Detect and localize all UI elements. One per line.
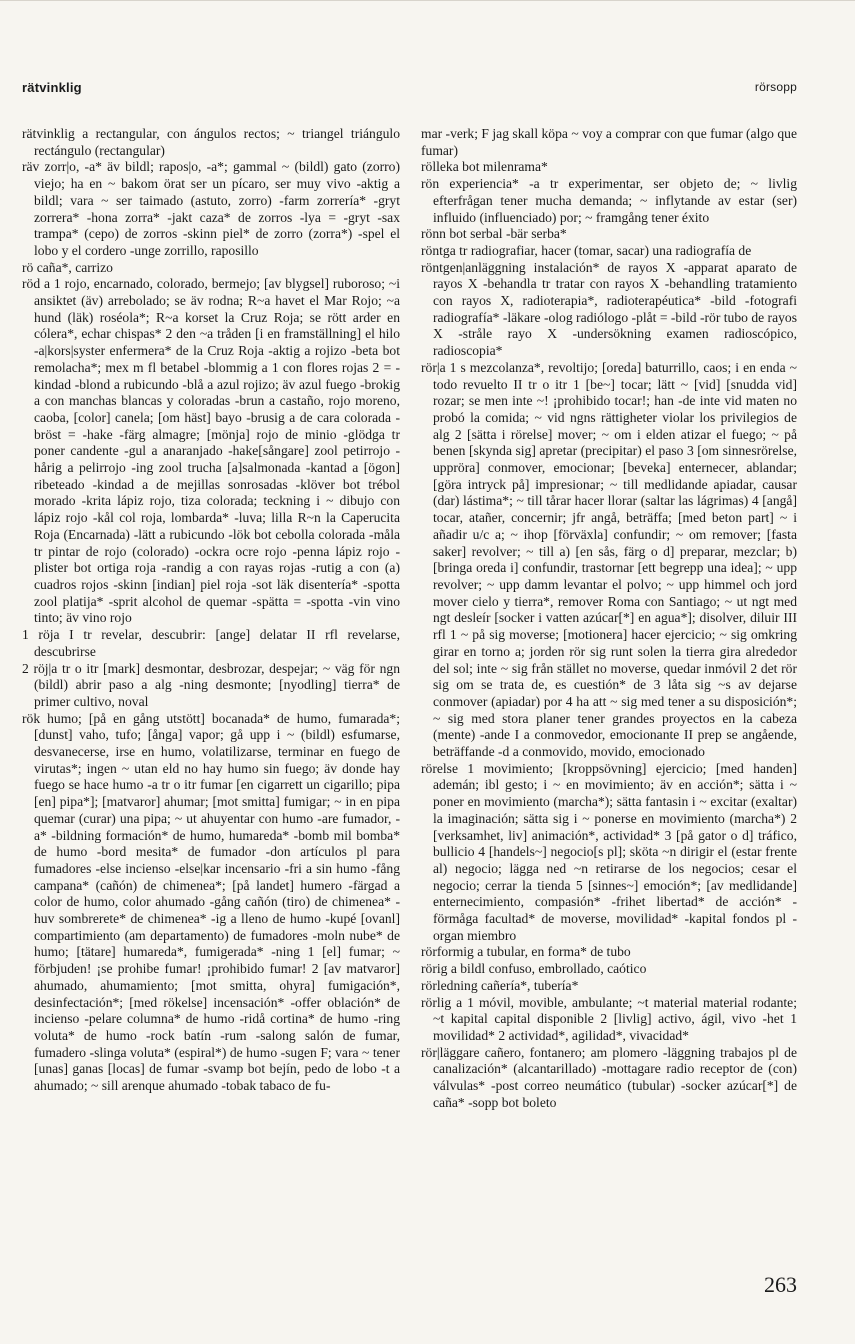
dictionary-entry: röntgen|anläggning instalación* de rayos X -apparat aparato de rayos X -behandla tr tratar con rayos X -behandling tratamiento con rayos X, radioterapia*, radioterapéutica* -bild -fotografi radiografía* -läkare -olog radiólogo -plåt = -bild -rör tubo de rayos X -stråle rayo X -undersökning examen radioscópico, radioscopia* [421,259,797,359]
dictionary-entry: räv zorr|o, -a* äv bildl; rapos|o, -a*; gammal ~ (bildl) gato (zorro) viejo; ha en ~ bakom örat ser un pícaro, ser muy vivo -aktig a bildl; vara ~ ser taimado (astuto, zorro) -farm zorrería* -gryt zorrera* -hona zorra* -jakt caza* de zorros -lya = -gryt -sax trampa* (cepo) de zorros -skinn piel* de zorro (zorra*) -spel el lobo y el cordero -unge zorrillo, raposillo [22,159,400,258]
right-guide-word: rörsopp [754,80,797,94]
left-guide-word: rätvinklig [22,80,82,95]
dictionary-entry: 2 röj|a tr o itr [mark] desmontar, desbrozar, despejar; ~ väg för ngn (bildl) abrir paso a alg -ning desmonte; [nyodling] tierra* de primer cultivo, noval [22,660,400,709]
dictionary-entry: rölleka bot milenrama* [421,159,548,175]
page-number: 263 [764,1272,797,1297]
dictionary-entry: rön experiencia* -a tr experimentar, ser objeto de; ~ livlig efterfrågan tener mucha demanda; ~ inflytande av estar (ser) influido (influenciado) por; ~ framgång tener éxito [421,176,797,225]
dictionary-entry: rök humo; [på en gång utstött] bocanada* de humo, fumarada*; [dunst] vaho, tufo; [ånga] vapor; gå upp i ~ (bildl) esfumarse, desvanecerse, irse en humo, volatilizarse, terminar en fuego de virutas*; ingen ~ utan eld no hay humo sin fuego; äv donde hay fuego se hace humo -a tr o itr fumar [en cigarrett un cigarillo; pipa [en] pipa*]; [matvaror] ahumar; [mot smitta] fumigar; ~ in en pipa quemar (curar) una pipa; ~ ut ahuyentar con humo -are fumador, -a* -bildning formación* de humo, humareda* -bomb mil bomba* de humo -bord mesita* de fumador -don artículos pl para fumadores -else incienso -else|kar incensario -fri a sin humo -fång campana* (cañón) de chimenea*; [på landet] humero -färgad a color de humo, color ahumado -gång cañón (tiro) de chimenea* -huv sombrerete* de chimenea* -ig a lleno de humo -kupé [ovanl] compartimiento (am departamento) de fumadores -moln nube* de humo; [tätare] humareda*, fumigerada* -ning 1 [el] fumar; ~ förbjuden! ¡se prohibe fumar! ¡prohibido fumar! 2 [av matvaror] ahumado, ahumamiento; [mot smitta, ohyra] fumigación*, desinfectación*; [med rökelse] incensación* -offer oblación* de incienso -pelare columna* de humo -ridå cortina* de humo -ring voluta* de humo -rock batín -rum -salong salón de fumar, fumadero -slinga voluta* (espiral*) de humo -sugen F; vara ~ tener [unas] ganas [locas] de fumar -svamp bot bejín, pedo de lobo -t a ahumado; ~ sill arenque ahumado -tobak tabaco de fu- [22,710,400,1094]
dictionary-entry: rörlig a 1 móvil, movible, ambulante; ~t material material rodante; ~t kapital capital disponible 2 [livlig] activo, ágil, vivo -het 1 movilidad* 2 actividad*, agilidad*, vivacidad* [421,994,797,1043]
dictionary-entry: rörelse 1 movimiento; [kroppsövning] ejercicio; [med handen] ademán; ibl gesto; i ~ en movimiento; äv en acción*; sätta i ~ poner en movimiento (marcha*); sätta fantasin i ~ excitar (exaltar) la imaginación; sätta sig i ~ ponerse en movimiento (marcha*) 2 [verksamhet, liv] animación*, actividad* 3 [på gator o d] tráfico, bullicio 4 [handels~] negocio[s pl]; sköta ~n dirigir el (estar frente al) negocio; lägga ned ~n retirarse de los negocios; cesar el negocio; cerrar la tienda 5 [sinnes~] emoción*; [av medlidande] enternecimiento, compasión* -frihet libertad* de acción* -förmåga facultad* de moverse, movilidad* -kapital fondos pl -organ miembro [421,760,797,943]
dictionary-entry: röntga tr radiografiar, hacer (tomar, sacar) una radiografía de [421,242,752,258]
right-column [421,126,797,1111]
dictionary-entry: rönn bot serbal -bär serba* [421,226,567,242]
dictionary-entry: mar -verk; F jag skall köpa ~ voy a comprar con que fumar (algo que fumar) [421,126,797,158]
dictionary-entry: rörledning cañería*, tubería* [421,977,579,993]
dictionary-entry: rätvinklig a rectangular, con ángulos rectos; ~ triangel triángulo rectángulo (rectangular) [22,126,400,158]
left-column [22,126,400,1095]
dictionary-entry: 1 röja I tr revelar, descubrir: [ange] delatar II rfl revelarse, descubrirse [22,627,400,659]
dictionary-entry: rör|läggare cañero, fontanero; am plomero -läggning trabajos pl de canalización* (alcantarillado) -mottagare radio receptor de (con) válvulas* -post correo neumático (tubular) -socker azúcar[*] de caña* -sopp bot boleto [421,1044,797,1110]
dictionary-entry: rörig a bildl confuso, embrollado, caótico [421,961,647,977]
dictionary-entry: rörformig a tubular, en forma* de tubo [421,944,631,960]
dictionary-entry: röd a 1 rojo, encarnado, colorado, bermejo; [av blygsel] ruboroso; ~i ansiktet (äv) arrebolado; se äv rodna; R~a havet el Mar Rojo; ~a hund (läk) roséola*; R~a korset la Cruz Roja; se rött arder en cólera*, echar chispas* 2 den ~a tråden [i en framställning] el hilo -a|kors|syster enfermera* de la Cruz Roja -aktig a rojizo -beta bot remolacha*; mex m fl betabel -blommig a 1 con flores rojas 2 = -kindad -blond a rubicundo -blå a azul rojizo; äv azul fuego -brokig a con manchas blancas y coloradas -brun a castaño, rojo moreno, caoba, [color] canela; [om häst] bayo -brusig a de cara colorada -bröst = -hake -färg almagre; [mönja] rojo de minio -glödga tr poner candente -gul a anaranjado -hake[sångare] zool petirrojo -hårig a pelirrojo -ing zool trucha [a]salmonada -kantad a [ögon] ribeteado -kindad a de mejillas sonrosadas -klöver bot trébol morado -krita lápiz rojo, tiza colorada; teckning i ~ dibujo con lápiz rojo -kål col roja, lombarda* -luva; lilla R~n la Caperucita Roja (Encarnada) -lätt a rubicundo -lök bot cebolla colorada -måla tr pintar de rojo (colorado) -ockra ocre rojo -penna lápiz rojo -plister bot ortiga roja -randig a con rayas rojas -rutig a con (a) cuadros rojos -skinn [indian] piel roja -sot läk disentería* -spotta zool platija* -sprit alcohol de quemar -spätta = -spotta -vin vino tinto; äv vino rojo [22,276,400,626]
dictionary-entry: rö caña*, carrizo [22,259,113,275]
top-edge-line [0,0,855,5]
dictionary-entry: rör|a 1 s mezcolanza*, revoltijo; [oreda] baturrillo, caos; i en enda ~ todo revuelto II tr o itr 1 [be~] tocar; lätt ~ [vid] [snudda vid] rozar; se men inte ~! ¡prohibido tocar!; han -de inte vid maten no probó la comida; ~ vid ngns rättigheter violar los privilegios de alg 2 [sätta i rörelse] mover; ~ om i elden atizar el fuego; ~ på benen [skynda sig] apretar (precipitar) el paso 3 [om sinnesrörelse, uppröra] conmover, emocionar; [beveka] enternecer, ablandar; [göra intryck på] impresionar; ~ till medlidande apiadar, causar (dar) lástima*; ~ till tårar hacer llorar (saltar las lágrimas) 4 [angå] tocar, atañer, concernir; jfr angå, beträffa; [med beton part] ~ i añadir u/c a; ~ ihop [förväxla] confundir; ~ om remover; [fasta saker] revolver; ~ till a) [en sås, färg o d] preparar, mezclar; b) [bringa oreda i] confundir, trastornar [ett begrepp una idea]; ~ upp revolver; ~ upp damm levantar el polvo; ~ upp himmel och jord mover cielo y tierra*, remover Roma con Santiago; ~ ut ngt med ngt desleír [socker i vatten azúcar[*] en agua*]; disolver, diluir III rfl 1 ~ på sig moverse; [motionera] hacer ejercicio; ~ sig omkring girar en torno a; jorden rör sig runt solen la tierra gira alrededor del sol; inte ~ sig från stället no moverse, quedar inmóvil 2 det rör sig om se trata de, es cuestión* de 3 låta sig ~s av dejarse conmover (apiadar) por 4 ha att ~ sig med tener a su disposición*; ~ sig med stora planer tener grandes proyectos en la cabeza (mente) -ande I a conmovedor, emocionante II prep se angående, beträffande -d a conmovido, movido, emocionado [421,359,797,760]
